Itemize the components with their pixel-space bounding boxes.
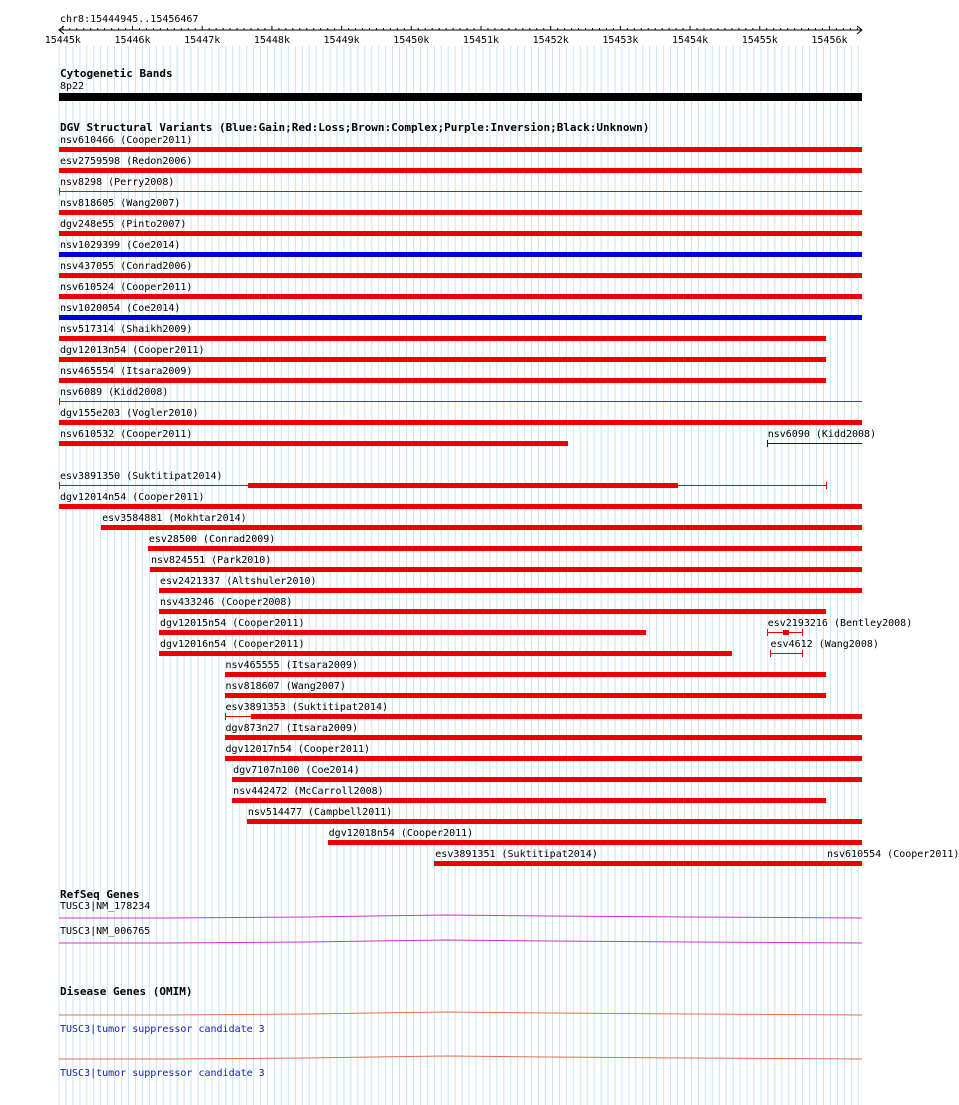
variant-bar[interactable] [225, 693, 826, 698]
variant-end-cap [770, 650, 771, 657]
variant-end-cap [767, 440, 768, 447]
refseq-gene-path [59, 940, 862, 943]
axis-tick-label: 15450k [393, 35, 430, 46]
variant-line[interactable] [59, 191, 862, 192]
axis-tick-label: 15446k [114, 35, 151, 46]
variant-bar[interactable] [59, 441, 568, 446]
variant-bar[interactable] [251, 714, 862, 719]
variant-label[interactable]: nsv610466 (Cooper2011) [60, 135, 193, 146]
cytoband-label[interactable]: 8p22 [60, 81, 85, 92]
omim-gene-line[interactable] [0, 1010, 890, 1020]
variant-bar[interactable] [225, 672, 826, 677]
variant-label[interactable]: nsv610532 (Cooper2011) [60, 429, 193, 440]
variant-label[interactable]: nsv610554 (Cooper2011) [826, 849, 959, 860]
variant-label[interactable]: dgv12015n54 (Cooper2011) [160, 618, 305, 629]
variant-bar[interactable] [232, 777, 862, 782]
variant-bar[interactable] [159, 630, 646, 635]
variant-bar[interactable] [59, 336, 826, 341]
variant-label[interactable]: nsv517314 (Shaikh2009) [60, 324, 193, 335]
omim-track-title: Disease Genes (OMIM) [60, 985, 193, 998]
variant-end-cap [225, 713, 226, 720]
variant-line[interactable] [770, 653, 802, 654]
refseq-gene-line[interactable] [0, 913, 890, 923]
variant-label[interactable]: dgv12013n54 (Cooper2011) [60, 345, 205, 356]
variant-label[interactable]: dgv12016n54 (Cooper2011) [160, 639, 305, 650]
variant-label[interactable]: nsv433246 (Cooper2008) [160, 597, 293, 608]
variant-label[interactable]: dgv7107n100 (Coe2014) [233, 765, 360, 776]
axis-tick-label: 15456k [811, 35, 848, 46]
variant-label[interactable]: dgv12017n54 (Cooper2011) [225, 744, 371, 755]
variant-bar[interactable] [159, 609, 826, 614]
variant-bar[interactable] [59, 147, 862, 152]
variant-bar[interactable] [783, 630, 789, 635]
cytoband-bar[interactable] [59, 93, 862, 101]
variant-bar[interactable] [328, 840, 862, 845]
axis-tick-label: 15455k [741, 35, 778, 46]
variant-bar[interactable] [247, 819, 862, 824]
variant-line[interactable] [59, 401, 862, 402]
omim-gene-label[interactable]: TUSC3|tumor suppressor candidate 3 [60, 1024, 265, 1035]
variant-label[interactable]: nsv465555 (Itsara2009) [225, 660, 358, 671]
variant-end-cap [802, 650, 803, 657]
variant-label[interactable]: nsv1020054 (Coe2014) [60, 303, 181, 314]
variant-label[interactable]: esv3891350 (Suktitipat2014) [60, 471, 223, 482]
variant-end-cap [826, 482, 827, 489]
region-coordinates: chr8:15444945..15456467 [60, 14, 199, 25]
refseq-gene-path [59, 915, 862, 918]
axis-tick-label: 15449k [323, 35, 360, 46]
variant-bar[interactable] [248, 483, 678, 488]
variant-label[interactable]: esv2759598 (Redon2006) [60, 156, 193, 167]
variant-label[interactable]: esv3584881 (Mokhtar2014) [102, 513, 247, 524]
axis-tick-label: 15447k [184, 35, 221, 46]
variant-bar[interactable] [434, 861, 826, 866]
variant-line[interactable] [767, 443, 862, 444]
axis-tick-label: 15453k [602, 35, 639, 46]
variant-bar[interactable] [148, 546, 862, 551]
variant-end-cap [59, 398, 60, 405]
variant-bar[interactable] [150, 567, 862, 572]
variant-bar[interactable] [225, 735, 862, 740]
variant-end-cap [59, 482, 60, 489]
variant-label[interactable]: dgv873n27 (Itsara2009) [225, 723, 358, 734]
variant-bar[interactable] [59, 273, 862, 278]
variant-label[interactable]: nsv818605 (Wang2007) [60, 198, 181, 209]
variant-label[interactable]: nsv6090 (Kidd2008) [767, 429, 877, 440]
variant-label[interactable]: esv28500 (Conrad2009) [148, 534, 276, 545]
omim-gene-path [59, 1056, 862, 1059]
variant-bar[interactable] [59, 210, 862, 215]
refseq-gene-label[interactable]: TUSC3|NM_006765 [60, 926, 151, 937]
axis-tick-label: 15451k [462, 35, 500, 46]
variant-end-cap [802, 629, 803, 636]
variant-label[interactable]: esv2193216 (Bentley2008) [767, 618, 913, 629]
cytoband-track-title: Cytogenetic Bands [60, 67, 173, 80]
variant-bar[interactable] [232, 798, 826, 803]
axis-tick-label: 15445k [44, 35, 81, 46]
variant-label[interactable]: dgv12018n54 (Cooper2011) [328, 828, 474, 839]
variant-label[interactable]: dgv248e55 (Pinto2007) [60, 219, 187, 230]
variant-bar[interactable] [101, 525, 862, 530]
variant-label[interactable]: nsv8298 (Perry2008) [60, 177, 175, 188]
refseq-gene-label[interactable]: TUSC3|NM_178234 [60, 901, 151, 912]
variant-label[interactable]: nsv824551 (Park2010) [150, 555, 272, 566]
variant-label[interactable]: nsv818607 (Wang2007) [225, 681, 346, 692]
variant-bar[interactable] [59, 294, 862, 299]
axis-tick-label: 15454k [672, 35, 709, 46]
variant-bar[interactable] [59, 504, 862, 509]
variant-bar[interactable] [59, 357, 826, 362]
axis-tick-label: 15448k [253, 35, 290, 46]
variant-label[interactable]: nsv437055 (Conrad2006) [60, 261, 193, 272]
variant-end-cap [59, 188, 60, 195]
variant-label[interactable]: esv3891351 (Suktitipat2014) [435, 849, 598, 860]
variant-label[interactable]: dgv155e203 (Vogler2010) [60, 408, 199, 419]
omim-gene-line[interactable] [0, 1054, 890, 1064]
variant-bar[interactable] [159, 588, 862, 593]
axis-tick-label: 15452k [532, 35, 569, 46]
variant-bar[interactable] [826, 861, 862, 866]
variant-bar[interactable] [59, 231, 862, 236]
variant-label[interactable]: nsv514477 (Campbell2011) [247, 807, 393, 818]
variant-end-cap [767, 629, 768, 636]
omim-gene-label[interactable]: TUSC3|tumor suppressor candidate 3 [60, 1068, 265, 1079]
variant-label[interactable]: esv4612 (Wang2008) [770, 639, 879, 650]
variant-label[interactable]: nsv6089 (Kidd2008) [60, 387, 169, 398]
variant-label[interactable]: esv2421337 (Altshuler2010) [160, 576, 317, 587]
variant-label[interactable]: nsv1029399 (Coe2014) [60, 240, 181, 251]
variant-bar[interactable] [159, 651, 732, 656]
variant-label[interactable]: esv3891353 (Suktitipat2014) [225, 702, 389, 713]
variant-bar[interactable] [59, 420, 862, 425]
omim-gene-path [59, 1012, 862, 1015]
refseq-track-title: RefSeq Genes [60, 888, 140, 901]
variant-bar[interactable] [59, 252, 862, 257]
variant-bar[interactable] [59, 378, 826, 383]
variant-bar[interactable] [59, 168, 862, 173]
variant-bar[interactable] [59, 315, 862, 320]
variant-label[interactable]: nsv465554 (Itsara2009) [60, 366, 193, 377]
variant-label[interactable]: dgv12014n54 (Cooper2011) [60, 492, 205, 503]
refseq-gene-line[interactable] [0, 938, 890, 948]
dgv-track-title: DGV Structural Variants (Blue:Gain;Red:Loss;Brown:Complex;Purple:Inversion;Black:Unknown) [60, 121, 650, 134]
variant-label[interactable]: nsv442472 (McCarroll2008) [233, 786, 384, 797]
variant-label[interactable]: nsv610524 (Cooper2011) [60, 282, 193, 293]
variant-bar[interactable] [225, 756, 862, 761]
